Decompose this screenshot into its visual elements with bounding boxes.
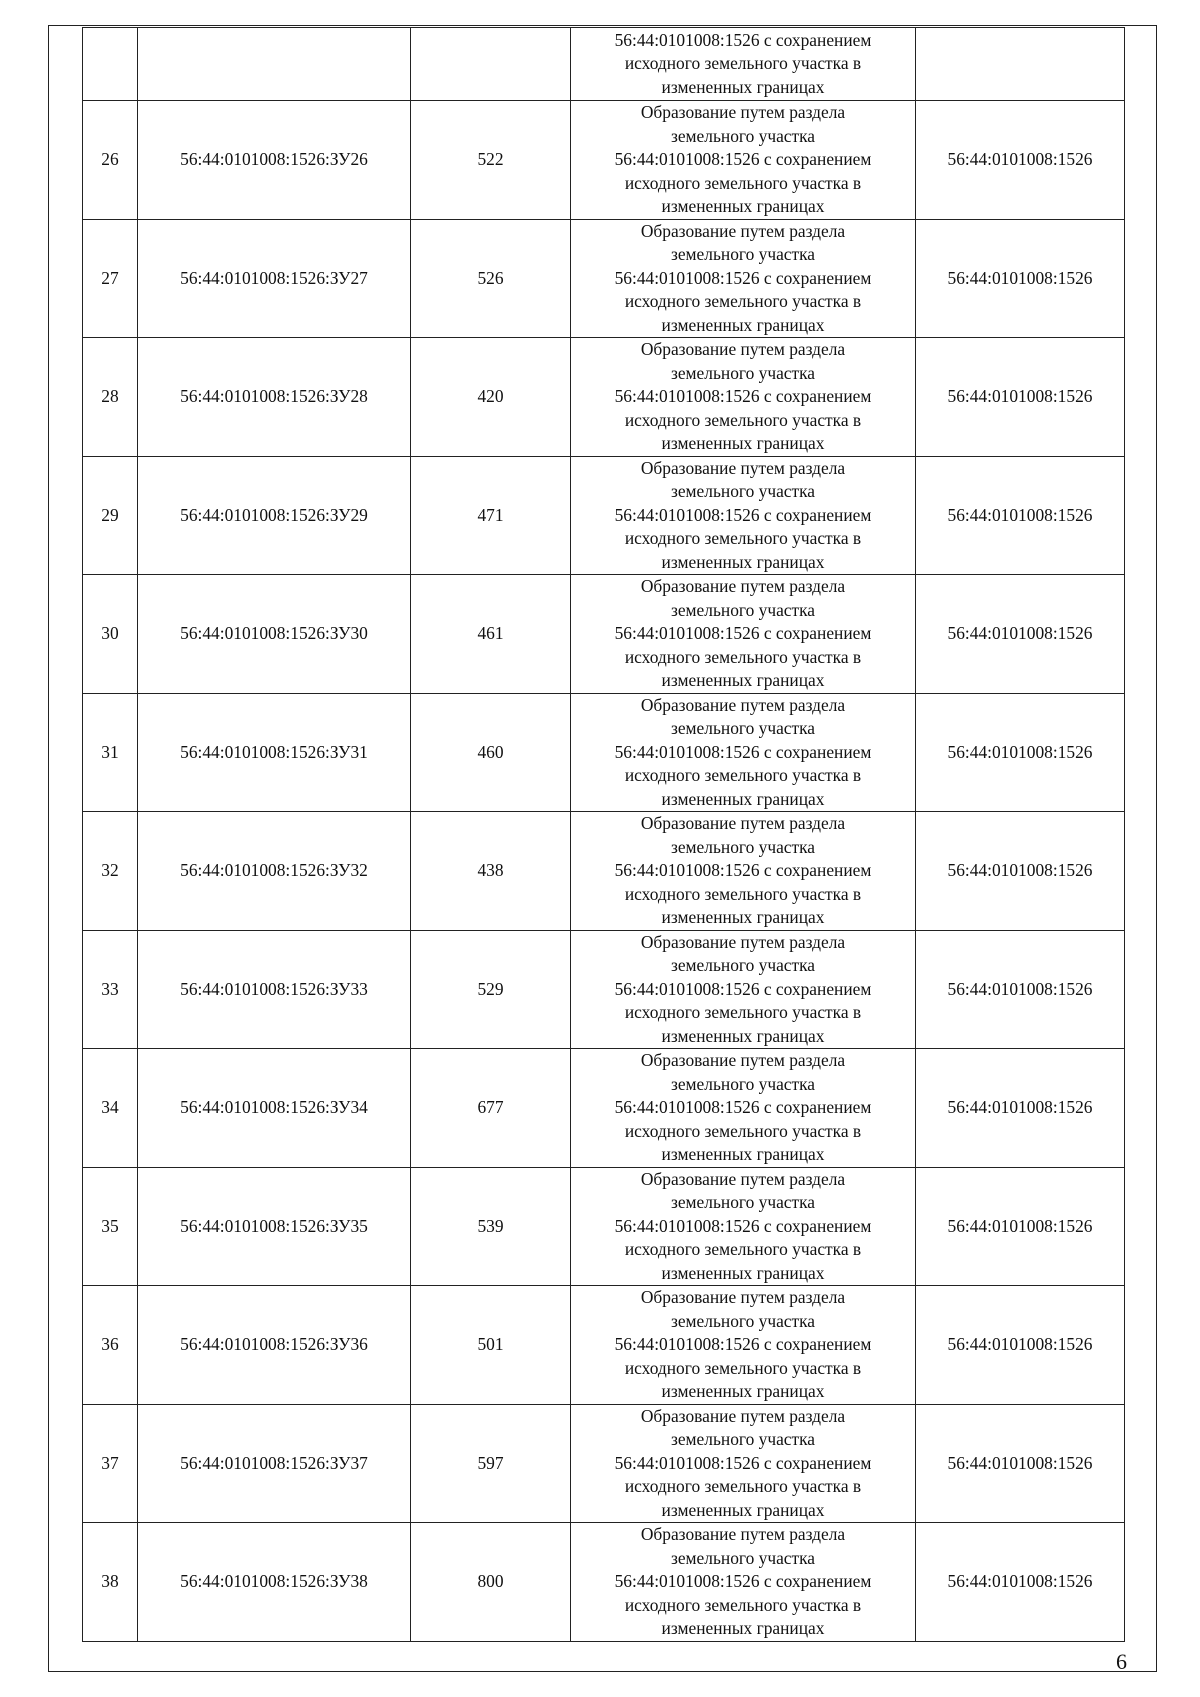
cell-number: 37: [83, 1404, 138, 1523]
description-line: исходного земельного участка в: [624, 646, 862, 667]
description-line: Образование путем раздела: [640, 576, 846, 596]
description-line: земельного участка: [670, 1429, 816, 1449]
table-row: [83, 812, 1125, 931]
description-line: 56:44:0101008:1526 с сохранением: [614, 623, 872, 643]
cell-description: [571, 930, 916, 1049]
table-row: [83, 1286, 1125, 1405]
table-body: [83, 28, 1125, 1642]
description-line: исходного земельного участка в: [624, 883, 862, 904]
description-line: земельного участка: [670, 125, 816, 146]
cell-source-plot: 56:44:0101008:1526: [916, 1404, 1125, 1523]
description-line: 56:44:0101008:1526 с сохранением: [614, 386, 872, 406]
land-plots-table: [82, 27, 1125, 1642]
cell-area: 677: [411, 1049, 571, 1168]
description-line: 56:44:0101008:1526 с сохранением: [614, 267, 872, 288]
table-row: [83, 930, 1125, 1049]
description-line: земельного участка: [670, 1073, 816, 1094]
cell-area: 460: [411, 693, 571, 812]
cell-description: [571, 1404, 916, 1523]
table-row-continuation: [83, 28, 1125, 101]
description-line: Образование путем раздела: [640, 1287, 846, 1307]
cell-description: [571, 693, 916, 812]
cell-cadastral: [138, 28, 411, 101]
description-line: измененных границах: [661, 1618, 825, 1638]
cell-description: [571, 28, 916, 101]
description-line: земельного участка: [670, 718, 816, 738]
description-line: Образование путем раздела: [640, 457, 846, 478]
table-row: [83, 575, 1125, 694]
cell-area: 800: [411, 1523, 571, 1642]
description-line: исходного земельного участка в: [624, 291, 862, 311]
cell-cadastral: 56:44:0101008:1526:ЗУ29: [138, 456, 411, 575]
cell-area: 597: [411, 1404, 571, 1523]
description-line: Образование путем раздела: [640, 813, 846, 833]
cell-area: 471: [411, 456, 571, 575]
cell-source-plot: 56:44:0101008:1526: [916, 693, 1125, 812]
cell-number: 28: [83, 338, 138, 457]
description-line: исходного земельного участка в: [624, 1594, 862, 1615]
description-line: 56:44:0101008:1526 с сохранением: [614, 504, 872, 525]
cell-source-plot: 56:44:0101008:1526: [916, 338, 1125, 457]
description-line: 56:44:0101008:1526 с сохранением: [614, 978, 872, 999]
cell-cadastral: 56:44:0101008:1526:ЗУ34: [138, 1049, 411, 1168]
description-line: измененных границах: [661, 196, 825, 216]
cell-number: 30: [83, 575, 138, 694]
table-row: [83, 693, 1125, 812]
cell-description: [571, 219, 916, 338]
description-line: Образование путем раздела: [640, 220, 846, 241]
description-line: Образование путем раздела: [640, 1168, 846, 1189]
description-line: исходного земельного участка в: [624, 172, 862, 193]
description-line: Образование путем раздела: [640, 694, 846, 715]
description-line: 56:44:0101008:1526 с сохранением: [614, 1097, 872, 1117]
description-line: измененных границах: [661, 788, 825, 809]
cell-description: [571, 338, 916, 457]
description-line: исходного земельного участка в: [624, 409, 862, 430]
cell-description: [571, 812, 916, 931]
cell-source-plot: 56:44:0101008:1526: [916, 1167, 1125, 1286]
cell-description: [571, 1523, 916, 1642]
description-line: измененных границах: [661, 314, 825, 335]
description-line: земельного участка: [670, 1192, 816, 1212]
description-line: измененных границах: [661, 907, 825, 927]
cell-number: [83, 28, 138, 101]
table-row: [83, 456, 1125, 575]
cell-area: [411, 28, 571, 101]
description-line: Образование путем раздела: [640, 931, 846, 952]
cell-number: 27: [83, 219, 138, 338]
description-line: измененных границах: [661, 1144, 825, 1164]
description-line: измененных границах: [661, 1262, 825, 1283]
cell-area: 501: [411, 1286, 571, 1405]
description-line: исходного земельного участка в: [624, 528, 862, 548]
cell-area: 526: [411, 219, 571, 338]
cell-source-plot: 56:44:0101008:1526: [916, 575, 1125, 694]
cell-description: [571, 456, 916, 575]
description-line: измененных границах: [661, 1025, 825, 1046]
description-line: измененных границах: [661, 1499, 825, 1520]
cell-source-plot: 56:44:0101008:1526: [916, 812, 1125, 931]
cell-source-plot: 56:44:0101008:1526: [916, 456, 1125, 575]
cell-number: 35: [83, 1167, 138, 1286]
cell-source-plot: [916, 28, 1125, 101]
cell-source-plot: 56:44:0101008:1526: [916, 930, 1125, 1049]
cell-cadastral: 56:44:0101008:1526:ЗУ38: [138, 1523, 411, 1642]
cell-cadastral: 56:44:0101008:1526:ЗУ26: [138, 101, 411, 220]
cell-cadastral: 56:44:0101008:1526:ЗУ27: [138, 219, 411, 338]
cell-number: 33: [83, 930, 138, 1049]
description-line: земельного участка: [670, 1310, 816, 1331]
page-number: 6: [1116, 1649, 1127, 1674]
cell-area: 529: [411, 930, 571, 1049]
cell-source-plot: 56:44:0101008:1526: [916, 1049, 1125, 1168]
table-row: [83, 338, 1125, 457]
table-row: [83, 1049, 1125, 1168]
table-row: [83, 219, 1125, 338]
description-line: исходного земельного участка в: [624, 1002, 862, 1022]
cell-area: 522: [411, 101, 571, 220]
cell-cadastral: 56:44:0101008:1526:ЗУ32: [138, 812, 411, 931]
cell-description: [571, 575, 916, 694]
description-line: земельного участка: [670, 1547, 816, 1568]
description-line: 56:44:0101008:1526 с сохранением: [614, 1215, 872, 1236]
description-line: земельного участка: [670, 836, 816, 857]
cell-description: [571, 1049, 916, 1168]
cell-number: 34: [83, 1049, 138, 1168]
description-line: измененных границах: [661, 76, 825, 97]
description-line: Образование путем раздела: [640, 339, 846, 359]
description-line: измененных границах: [661, 551, 825, 572]
table-row: [83, 1404, 1125, 1523]
cell-cadastral: 56:44:0101008:1526:ЗУ28: [138, 338, 411, 457]
cell-source-plot: 56:44:0101008:1526: [916, 219, 1125, 338]
cell-description: [571, 101, 916, 220]
description-line: земельного участка: [670, 481, 816, 501]
cell-area: 461: [411, 575, 571, 694]
description-line: земельного участка: [670, 599, 816, 620]
description-line: 56:44:0101008:1526 с сохранением: [614, 1334, 872, 1354]
description-line: исходного земельного участка в: [624, 1239, 862, 1259]
description-line: 56:44:0101008:1526 с сохранением: [614, 149, 872, 169]
description-line: 56:44:0101008:1526 с сохранением: [614, 29, 872, 50]
cell-number: 32: [83, 812, 138, 931]
table-row: [83, 1167, 1125, 1286]
cell-number: 26: [83, 101, 138, 220]
description-line: 56:44:0101008:1526 с сохранением: [614, 860, 872, 880]
cell-cadastral: 56:44:0101008:1526:ЗУ37: [138, 1404, 411, 1523]
description-line: Образование путем раздела: [640, 1524, 846, 1544]
description-line: исходного земельного участка в: [624, 1476, 862, 1496]
description-line: 56:44:0101008:1526 с сохранением: [614, 1452, 872, 1473]
description-line: земельного участка: [670, 244, 816, 264]
description-line: измененных границах: [661, 433, 825, 453]
cell-cadastral: 56:44:0101008:1526:ЗУ31: [138, 693, 411, 812]
cell-number: 38: [83, 1523, 138, 1642]
description-line: Образование путем раздела: [640, 1050, 846, 1070]
cell-source-plot: 56:44:0101008:1526: [916, 101, 1125, 220]
description-line: исходного земельного участка в: [624, 1357, 862, 1378]
description-line: измененных границах: [661, 670, 825, 690]
description-line: исходного земельного участка в: [624, 1120, 862, 1141]
cell-cadastral: 56:44:0101008:1526:ЗУ36: [138, 1286, 411, 1405]
table-row: [83, 101, 1125, 220]
description-line: земельного участка: [670, 955, 816, 975]
cell-area: 539: [411, 1167, 571, 1286]
description-line: исходного земельного участка в: [624, 53, 862, 74]
cell-source-plot: 56:44:0101008:1526: [916, 1523, 1125, 1642]
description-line: 56:44:0101008:1526 с сохранением: [614, 1571, 872, 1591]
cell-cadastral: 56:44:0101008:1526:ЗУ35: [138, 1167, 411, 1286]
cell-area: 420: [411, 338, 571, 457]
description-line: Образование путем раздела: [640, 1405, 846, 1426]
cell-description: [571, 1286, 916, 1405]
description-line: земельного участка: [670, 362, 816, 383]
description-line: исходного земельного участка в: [624, 765, 862, 785]
description-line: 56:44:0101008:1526 с сохранением: [614, 741, 872, 762]
cell-number: 29: [83, 456, 138, 575]
cell-source-plot: 56:44:0101008:1526: [916, 1286, 1125, 1405]
description-line: измененных границах: [661, 1381, 825, 1401]
cell-area: 438: [411, 812, 571, 931]
description-line: Образование путем раздела: [640, 102, 846, 122]
cell-number: 31: [83, 693, 138, 812]
table-row: [83, 1523, 1125, 1642]
cell-description: [571, 1167, 916, 1286]
cell-cadastral: 56:44:0101008:1526:ЗУ33: [138, 930, 411, 1049]
cell-cadastral: 56:44:0101008:1526:ЗУ30: [138, 575, 411, 694]
cell-number: 36: [83, 1286, 138, 1405]
